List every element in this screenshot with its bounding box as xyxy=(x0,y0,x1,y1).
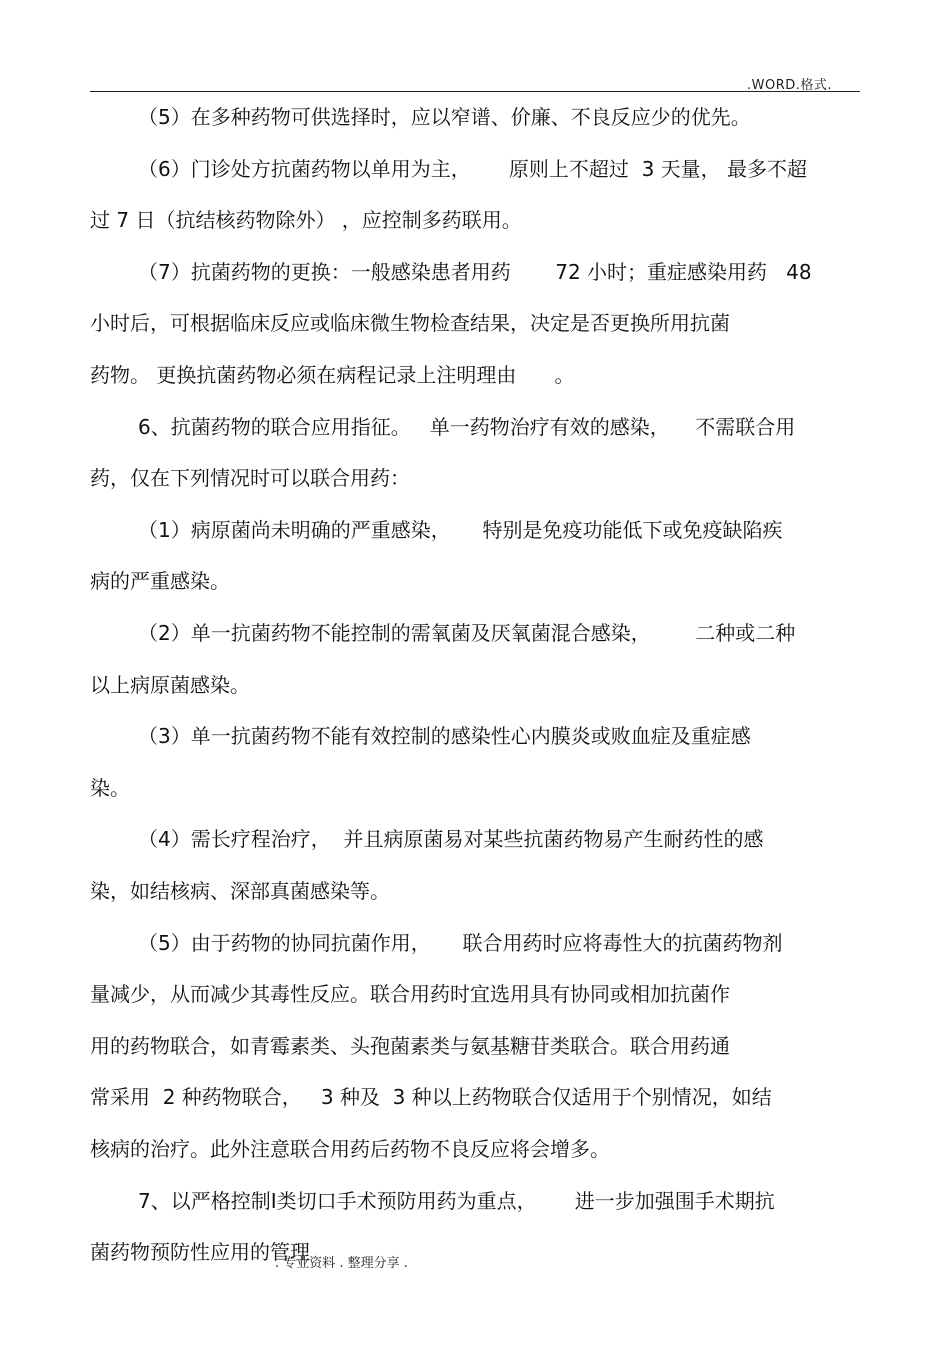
text-line: 7、以严格控制Ⅰ类切口手术预防用药为重点， 进一步加强围手术期抗 xyxy=(138,1188,775,1213)
text-line: （4）需长疗程治疗， 并且病原菌易对某些抗菌药物易产生耐药性的感 xyxy=(138,827,764,852)
text-line: （1）病原菌尚未明确的严重感染， 特别是免疫功能低下或免疫缺陷疾 xyxy=(138,517,783,542)
text-line: 小时后，可根据临床反应或临床微生物检查结果，决定是否更换所用抗菌 xyxy=(90,311,730,336)
text-line: 量减少，从而减少其毒性反应。联合用药时宜选用具有协同或相加抗菌作 xyxy=(90,982,730,1007)
text-line: 以上病原菌感染。 xyxy=(90,672,250,697)
text-line: 核病的治疗。此外注意联合用药后药物不良反应将会增多。 xyxy=(90,1137,610,1161)
text-line: 药，仅在下列情况时可以联合用药： xyxy=(90,466,410,491)
text-line: 病的严重感染。 xyxy=(90,569,230,594)
text-line: 菌药物预防性应用的管理 xyxy=(90,1240,310,1265)
text-line: （3）单一抗菌药物不能有效控制的感染性心内膜炎或败血症及重症感 xyxy=(138,724,751,749)
text-line: 染。 xyxy=(90,775,130,800)
text-line: （2）单一抗菌药物不能控制的需氧菌及厌氧菌混合感染， 二种或二种 xyxy=(138,621,796,645)
footer-text: . 专业资料 . 整理分享 . xyxy=(275,1256,408,1271)
text-line: 过 7 日（抗结核药物除外） ，应控制多药联用。 xyxy=(90,208,522,233)
header-divider xyxy=(90,91,860,92)
text-line: （5）在多种药物可供选择时，应以窄谱、价廉、不良反应少的优先。 xyxy=(138,105,751,129)
text-line: 6、抗菌药物的联合应用指征。 单一药物治疗有效的感染， 不需联合用 xyxy=(138,414,796,439)
text-line: （5）由于药物的协同抗菌作用， 联合用药时应将毒性大的抗菌药物剂 xyxy=(138,930,783,955)
text-line: 染，如结核病、深部真菌感染等。 xyxy=(90,879,390,903)
text-line: 常采用 2 种药物联合， 3 种及 3 种以上药物联合仅适用于个别情况，如结 xyxy=(90,1085,772,1110)
text-line: 药物。 更换抗菌药物必须在病程记录上注明理由 。 xyxy=(90,363,575,387)
text-line: 用的药物联合，如青霉素类、头孢菌素类与氨基糖苷类联合。联合用药通 xyxy=(90,1033,730,1058)
text-line: （7）抗菌药物的更换：一般感染患者用药 72 小时；重症感染用药 48 xyxy=(138,259,812,284)
header-text: .WORD.格式. xyxy=(746,78,832,93)
text-line: （6）门诊处方抗菌药物以单用为主， 原则上不超过 3 天量， 最多不超 xyxy=(138,156,808,181)
